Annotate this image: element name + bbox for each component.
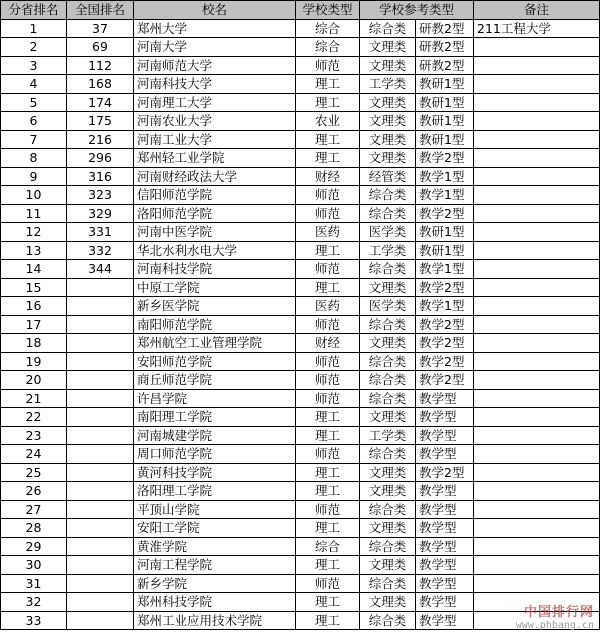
cell-national-rank bbox=[67, 408, 134, 427]
cell-reference-level: 教学型 bbox=[416, 537, 474, 556]
cell-reference-category: 文理类 bbox=[360, 38, 416, 57]
cell-national-rank bbox=[67, 537, 134, 556]
cell-school-name: 河南科技学院 bbox=[134, 260, 296, 279]
cell-provincial-rank: 32 bbox=[1, 593, 67, 612]
cell-reference-level: 教学2型 bbox=[416, 149, 474, 168]
table-row bbox=[1, 537, 600, 556]
cell-reference-level: 教研1型 bbox=[416, 75, 474, 94]
cell-reference-level: 教学2型 bbox=[416, 334, 474, 353]
cell-school-name: 南阳理工学院 bbox=[134, 408, 296, 427]
cell-school-type: 理工 bbox=[296, 426, 360, 445]
cell-school-type: 理工 bbox=[296, 408, 360, 427]
cell-note bbox=[474, 389, 600, 408]
cell-reference-category: 文理类 bbox=[360, 593, 416, 612]
cell-note bbox=[474, 537, 600, 556]
cell-reference-level: 教学型 bbox=[416, 389, 474, 408]
table-row bbox=[1, 93, 600, 112]
cell-reference-category: 综合类 bbox=[360, 389, 416, 408]
cell-provincial-rank: 7 bbox=[1, 130, 67, 149]
cell-note bbox=[474, 75, 600, 94]
cell-reference-category: 综合类 bbox=[360, 611, 416, 630]
cell-note bbox=[474, 611, 600, 630]
cell-school-type: 理工 bbox=[296, 519, 360, 538]
cell-national-rank: 69 bbox=[67, 38, 134, 57]
cell-reference-level: 教学2型 bbox=[416, 278, 474, 297]
cell-reference-level: 教学型 bbox=[416, 408, 474, 427]
cell-provincial-rank: 21 bbox=[1, 389, 67, 408]
cell-reference-level: 教学型 bbox=[416, 445, 474, 464]
cell-school-name: 洛阳理工学院 bbox=[134, 482, 296, 501]
cell-provincial-rank: 15 bbox=[1, 278, 67, 297]
table-row bbox=[1, 482, 600, 501]
cell-reference-level: 教研1型 bbox=[416, 93, 474, 112]
cell-national-rank bbox=[67, 297, 134, 316]
cell-school-type: 理工 bbox=[296, 149, 360, 168]
cell-note bbox=[474, 482, 600, 501]
table-row bbox=[1, 297, 600, 316]
header-note: 备注 bbox=[474, 1, 600, 20]
cell-school-type: 综合 bbox=[296, 537, 360, 556]
cell-school-name: 河南农业大学 bbox=[134, 112, 296, 131]
table-row bbox=[1, 371, 600, 390]
table-row bbox=[1, 593, 600, 612]
cell-school-type: 理工 bbox=[296, 593, 360, 612]
cell-reference-category: 文理类 bbox=[360, 112, 416, 131]
cell-school-type: 理工 bbox=[296, 463, 360, 482]
watermark-url: www.phbang.cn bbox=[515, 620, 594, 631]
cell-note bbox=[474, 445, 600, 464]
cell-school-name: 黄淮学院 bbox=[134, 537, 296, 556]
cell-provincial-rank: 33 bbox=[1, 611, 67, 630]
cell-school-name: 郑州工业应用技术学院 bbox=[134, 611, 296, 630]
cell-school-name: 平顶山学院 bbox=[134, 500, 296, 519]
cell-reference-category: 工学类 bbox=[360, 426, 416, 445]
cell-national-rank bbox=[67, 611, 134, 630]
cell-provincial-rank: 29 bbox=[1, 537, 67, 556]
cell-reference-level: 教学型 bbox=[416, 556, 474, 575]
cell-school-type: 理工 bbox=[296, 75, 360, 94]
cell-provincial-rank: 18 bbox=[1, 334, 67, 353]
cell-school-name: 河南城建学院 bbox=[134, 426, 296, 445]
cell-provincial-rank: 28 bbox=[1, 519, 67, 538]
cell-note bbox=[474, 315, 600, 334]
cell-provincial-rank: 9 bbox=[1, 167, 67, 186]
table-row bbox=[1, 260, 600, 279]
table-row bbox=[1, 223, 600, 242]
table-row bbox=[1, 56, 600, 75]
cell-reference-level: 教学2型 bbox=[416, 371, 474, 390]
cell-provincial-rank: 31 bbox=[1, 574, 67, 593]
cell-national-rank bbox=[67, 445, 134, 464]
cell-school-type: 师范 bbox=[296, 574, 360, 593]
cell-note bbox=[474, 186, 600, 205]
cell-school-name: 河南师范大学 bbox=[134, 56, 296, 75]
table-row bbox=[1, 426, 600, 445]
cell-note bbox=[474, 297, 600, 316]
cell-school-name: 许昌学院 bbox=[134, 389, 296, 408]
cell-reference-category: 文理类 bbox=[360, 278, 416, 297]
cell-school-type: 理工 bbox=[296, 556, 360, 575]
table-row bbox=[1, 130, 600, 149]
cell-national-rank: 323 bbox=[67, 186, 134, 205]
cell-provincial-rank: 13 bbox=[1, 241, 67, 260]
cell-note bbox=[474, 38, 600, 57]
cell-provincial-rank: 22 bbox=[1, 408, 67, 427]
table-header bbox=[1, 1, 600, 20]
cell-note bbox=[474, 500, 600, 519]
cell-school-name: 郑州大学 bbox=[134, 19, 296, 38]
cell-school-type: 财经 bbox=[296, 334, 360, 353]
cell-school-type: 师范 bbox=[296, 56, 360, 75]
cell-reference-category: 综合类 bbox=[360, 260, 416, 279]
header-reference-type: 学校参考类型 bbox=[360, 1, 474, 20]
table-row bbox=[1, 519, 600, 538]
cell-note bbox=[474, 334, 600, 353]
table-row bbox=[1, 204, 600, 223]
cell-reference-category: 文理类 bbox=[360, 334, 416, 353]
cell-note bbox=[474, 463, 600, 482]
cell-national-rank bbox=[67, 519, 134, 538]
cell-national-rank bbox=[67, 352, 134, 371]
table-row bbox=[1, 19, 600, 38]
cell-school-name: 郑州航空工业管理学院 bbox=[134, 334, 296, 353]
cell-reference-category: 文理类 bbox=[360, 130, 416, 149]
cell-school-name: 河南科技大学 bbox=[134, 75, 296, 94]
cell-provincial-rank: 30 bbox=[1, 556, 67, 575]
cell-provincial-rank: 3 bbox=[1, 56, 67, 75]
cell-school-type: 医药 bbox=[296, 297, 360, 316]
cell-reference-level: 教研1型 bbox=[416, 223, 474, 242]
cell-national-rank bbox=[67, 278, 134, 297]
cell-reference-level: 教研1型 bbox=[416, 130, 474, 149]
cell-school-name: 河南理工大学 bbox=[134, 93, 296, 112]
cell-school-type: 理工 bbox=[296, 93, 360, 112]
cell-provincial-rank: 12 bbox=[1, 223, 67, 242]
cell-school-type: 综合 bbox=[296, 19, 360, 38]
cell-note bbox=[474, 519, 600, 538]
cell-national-rank: 216 bbox=[67, 130, 134, 149]
cell-school-name: 华北水利水电大学 bbox=[134, 241, 296, 260]
cell-national-rank: 296 bbox=[67, 149, 134, 168]
cell-provincial-rank: 5 bbox=[1, 93, 67, 112]
table-row bbox=[1, 463, 600, 482]
cell-school-name: 新乡学院 bbox=[134, 574, 296, 593]
cell-national-rank: 168 bbox=[67, 75, 134, 94]
cell-provincial-rank: 19 bbox=[1, 352, 67, 371]
cell-national-rank: 329 bbox=[67, 204, 134, 223]
cell-national-rank: 332 bbox=[67, 241, 134, 260]
cell-provincial-rank: 24 bbox=[1, 445, 67, 464]
table-row bbox=[1, 186, 600, 205]
table-row bbox=[1, 112, 600, 131]
cell-reference-level: 教学1型 bbox=[416, 186, 474, 205]
cell-school-type: 师范 bbox=[296, 315, 360, 334]
table-row bbox=[1, 389, 600, 408]
header-row bbox=[1, 1, 600, 20]
cell-reference-level: 教研1型 bbox=[416, 112, 474, 131]
table-row bbox=[1, 38, 600, 57]
cell-national-rank bbox=[67, 500, 134, 519]
cell-reference-level: 教学2型 bbox=[416, 204, 474, 223]
table-row bbox=[1, 334, 600, 353]
cell-note bbox=[474, 556, 600, 575]
cell-reference-level: 教学型 bbox=[416, 593, 474, 612]
cell-note bbox=[474, 167, 600, 186]
cell-reference-category: 综合类 bbox=[360, 315, 416, 334]
table-body bbox=[1, 19, 600, 630]
cell-note bbox=[474, 260, 600, 279]
cell-school-name: 南阳师范学院 bbox=[134, 315, 296, 334]
cell-school-name: 河南工程学院 bbox=[134, 556, 296, 575]
cell-school-type: 理工 bbox=[296, 482, 360, 501]
header-national-rank: 全国排名 bbox=[67, 1, 134, 20]
cell-reference-category: 文理类 bbox=[360, 519, 416, 538]
cell-note bbox=[474, 593, 600, 612]
cell-school-name: 商丘师范学院 bbox=[134, 371, 296, 390]
cell-school-type: 师范 bbox=[296, 260, 360, 279]
cell-school-type: 师范 bbox=[296, 389, 360, 408]
cell-reference-category: 文理类 bbox=[360, 149, 416, 168]
cell-school-name: 安阳师范学院 bbox=[134, 352, 296, 371]
cell-national-rank bbox=[67, 334, 134, 353]
cell-note bbox=[474, 204, 600, 223]
cell-provincial-rank: 8 bbox=[1, 149, 67, 168]
cell-reference-category: 综合类 bbox=[360, 204, 416, 223]
cell-school-name: 信阳师范学院 bbox=[134, 186, 296, 205]
cell-reference-level: 教学2型 bbox=[416, 315, 474, 334]
cell-reference-level: 教学型 bbox=[416, 519, 474, 538]
table-row bbox=[1, 408, 600, 427]
cell-school-type: 师范 bbox=[296, 352, 360, 371]
cell-national-rank bbox=[67, 389, 134, 408]
cell-provincial-rank: 10 bbox=[1, 186, 67, 205]
cell-school-name: 安阳工学院 bbox=[134, 519, 296, 538]
cell-note bbox=[474, 426, 600, 445]
cell-national-rank: 331 bbox=[67, 223, 134, 242]
cell-school-type: 理工 bbox=[296, 241, 360, 260]
table-row bbox=[1, 278, 600, 297]
cell-reference-level: 教学2型 bbox=[416, 463, 474, 482]
cell-reference-level: 研教2型 bbox=[416, 38, 474, 57]
cell-provincial-rank: 14 bbox=[1, 260, 67, 279]
cell-school-name: 郑州科技学院 bbox=[134, 593, 296, 612]
table-row bbox=[1, 149, 600, 168]
cell-reference-category: 文理类 bbox=[360, 93, 416, 112]
cell-school-type: 综合 bbox=[296, 38, 360, 57]
cell-school-type: 医药 bbox=[296, 223, 360, 242]
cell-provincial-rank: 25 bbox=[1, 463, 67, 482]
cell-school-type: 师范 bbox=[296, 371, 360, 390]
cell-reference-category: 综合类 bbox=[360, 186, 416, 205]
cell-reference-category: 综合类 bbox=[360, 352, 416, 371]
cell-note bbox=[474, 352, 600, 371]
table-row bbox=[1, 445, 600, 464]
cell-reference-category: 文理类 bbox=[360, 556, 416, 575]
cell-reference-category: 文理类 bbox=[360, 482, 416, 501]
cell-note bbox=[474, 223, 600, 242]
cell-national-rank bbox=[67, 593, 134, 612]
cell-reference-level: 教研1型 bbox=[416, 241, 474, 260]
cell-school-type: 理工 bbox=[296, 130, 360, 149]
cell-school-name: 黄河科技学院 bbox=[134, 463, 296, 482]
cell-school-type: 师范 bbox=[296, 445, 360, 464]
cell-national-rank: 175 bbox=[67, 112, 134, 131]
cell-school-type: 师范 bbox=[296, 500, 360, 519]
cell-school-name: 河南财经政法大学 bbox=[134, 167, 296, 186]
cell-reference-category: 综合类 bbox=[360, 445, 416, 464]
cell-school-name: 中原工学院 bbox=[134, 278, 296, 297]
cell-provincial-rank: 23 bbox=[1, 426, 67, 445]
cell-provincial-rank: 6 bbox=[1, 112, 67, 131]
cell-reference-category: 医学类 bbox=[360, 297, 416, 316]
cell-note bbox=[474, 112, 600, 131]
cell-provincial-rank: 27 bbox=[1, 500, 67, 519]
cell-national-rank: 174 bbox=[67, 93, 134, 112]
cell-note bbox=[474, 278, 600, 297]
cell-reference-level: 教学型 bbox=[416, 574, 474, 593]
watermark-logo-text: 中国排行网 bbox=[523, 605, 594, 620]
header-school-name: 校名 bbox=[134, 1, 296, 20]
cell-provincial-rank: 17 bbox=[1, 315, 67, 334]
cell-reference-category: 综合类 bbox=[360, 371, 416, 390]
table-row bbox=[1, 556, 600, 575]
table-row bbox=[1, 611, 600, 630]
table-row bbox=[1, 241, 600, 260]
table-row bbox=[1, 574, 600, 593]
cell-note bbox=[474, 93, 600, 112]
cell-school-name: 郑州轻工业学院 bbox=[134, 149, 296, 168]
cell-national-rank bbox=[67, 315, 134, 334]
cell-national-rank bbox=[67, 574, 134, 593]
cell-note bbox=[474, 408, 600, 427]
cell-note bbox=[474, 149, 600, 168]
table-row bbox=[1, 500, 600, 519]
cell-reference-level: 教学型 bbox=[416, 482, 474, 501]
cell-school-name: 河南中医学院 bbox=[134, 223, 296, 242]
cell-reference-level: 教学1型 bbox=[416, 297, 474, 316]
cell-note: 211工程大学 bbox=[474, 19, 600, 38]
cell-reference-category: 文理类 bbox=[360, 408, 416, 427]
cell-national-rank bbox=[67, 556, 134, 575]
cell-reference-category: 综合类 bbox=[360, 500, 416, 519]
cell-provincial-rank: 20 bbox=[1, 371, 67, 390]
cell-school-type: 师范 bbox=[296, 204, 360, 223]
cell-reference-level: 教学1型 bbox=[416, 260, 474, 279]
cell-school-name: 洛阳师范学院 bbox=[134, 204, 296, 223]
cell-reference-level: 研教2型 bbox=[416, 56, 474, 75]
cell-school-type: 农业 bbox=[296, 112, 360, 131]
cell-note bbox=[474, 56, 600, 75]
cell-school-name: 河南大学 bbox=[134, 38, 296, 57]
table-row bbox=[1, 352, 600, 371]
cell-school-name: 周口师范学院 bbox=[134, 445, 296, 464]
cell-national-rank: 344 bbox=[67, 260, 134, 279]
cell-school-type: 财经 bbox=[296, 167, 360, 186]
cell-provincial-rank: 16 bbox=[1, 297, 67, 316]
header-school-type: 学校类型 bbox=[296, 1, 360, 20]
cell-reference-level: 教学2型 bbox=[416, 352, 474, 371]
cell-reference-level: 教学型 bbox=[416, 500, 474, 519]
cell-school-type: 理工 bbox=[296, 278, 360, 297]
cell-national-rank: 37 bbox=[67, 19, 134, 38]
cell-provincial-rank: 1 bbox=[1, 19, 67, 38]
cell-school-name: 新乡医学院 bbox=[134, 297, 296, 316]
cell-reference-category: 综合类 bbox=[360, 537, 416, 556]
cell-note bbox=[474, 130, 600, 149]
cell-national-rank bbox=[67, 371, 134, 390]
header-prov-rank: 分省排名 bbox=[1, 1, 67, 20]
cell-reference-category: 综合类 bbox=[360, 574, 416, 593]
cell-national-rank bbox=[67, 463, 134, 482]
cell-note bbox=[474, 241, 600, 260]
cell-school-name: 河南工业大学 bbox=[134, 130, 296, 149]
cell-reference-level: 教学1型 bbox=[416, 167, 474, 186]
cell-national-rank: 112 bbox=[67, 56, 134, 75]
cell-provincial-rank: 26 bbox=[1, 482, 67, 501]
cell-reference-category: 文理类 bbox=[360, 463, 416, 482]
cell-provincial-rank: 11 bbox=[1, 204, 67, 223]
cell-reference-level: 教学型 bbox=[416, 426, 474, 445]
cell-national-rank bbox=[67, 426, 134, 445]
cell-school-type: 理工 bbox=[296, 611, 360, 630]
cell-note bbox=[474, 574, 600, 593]
cell-reference-category: 工学类 bbox=[360, 241, 416, 260]
cell-school-type: 师范 bbox=[296, 186, 360, 205]
cell-reference-category: 综合类 bbox=[360, 19, 416, 38]
cell-national-rank bbox=[67, 482, 134, 501]
cell-provincial-rank: 2 bbox=[1, 38, 67, 57]
table-row bbox=[1, 167, 600, 186]
cell-reference-level: 教学型 bbox=[416, 611, 474, 630]
cell-national-rank: 316 bbox=[67, 167, 134, 186]
cell-reference-category: 医学类 bbox=[360, 223, 416, 242]
table-row bbox=[1, 75, 600, 94]
cell-reference-level: 研教2型 bbox=[416, 19, 474, 38]
cell-provincial-rank: 4 bbox=[1, 75, 67, 94]
cell-reference-category: 经管类 bbox=[360, 167, 416, 186]
table-row bbox=[1, 315, 600, 334]
cell-note bbox=[474, 371, 600, 390]
cell-reference-category: 工学类 bbox=[360, 75, 416, 94]
cell-reference-category: 文理类 bbox=[360, 56, 416, 75]
